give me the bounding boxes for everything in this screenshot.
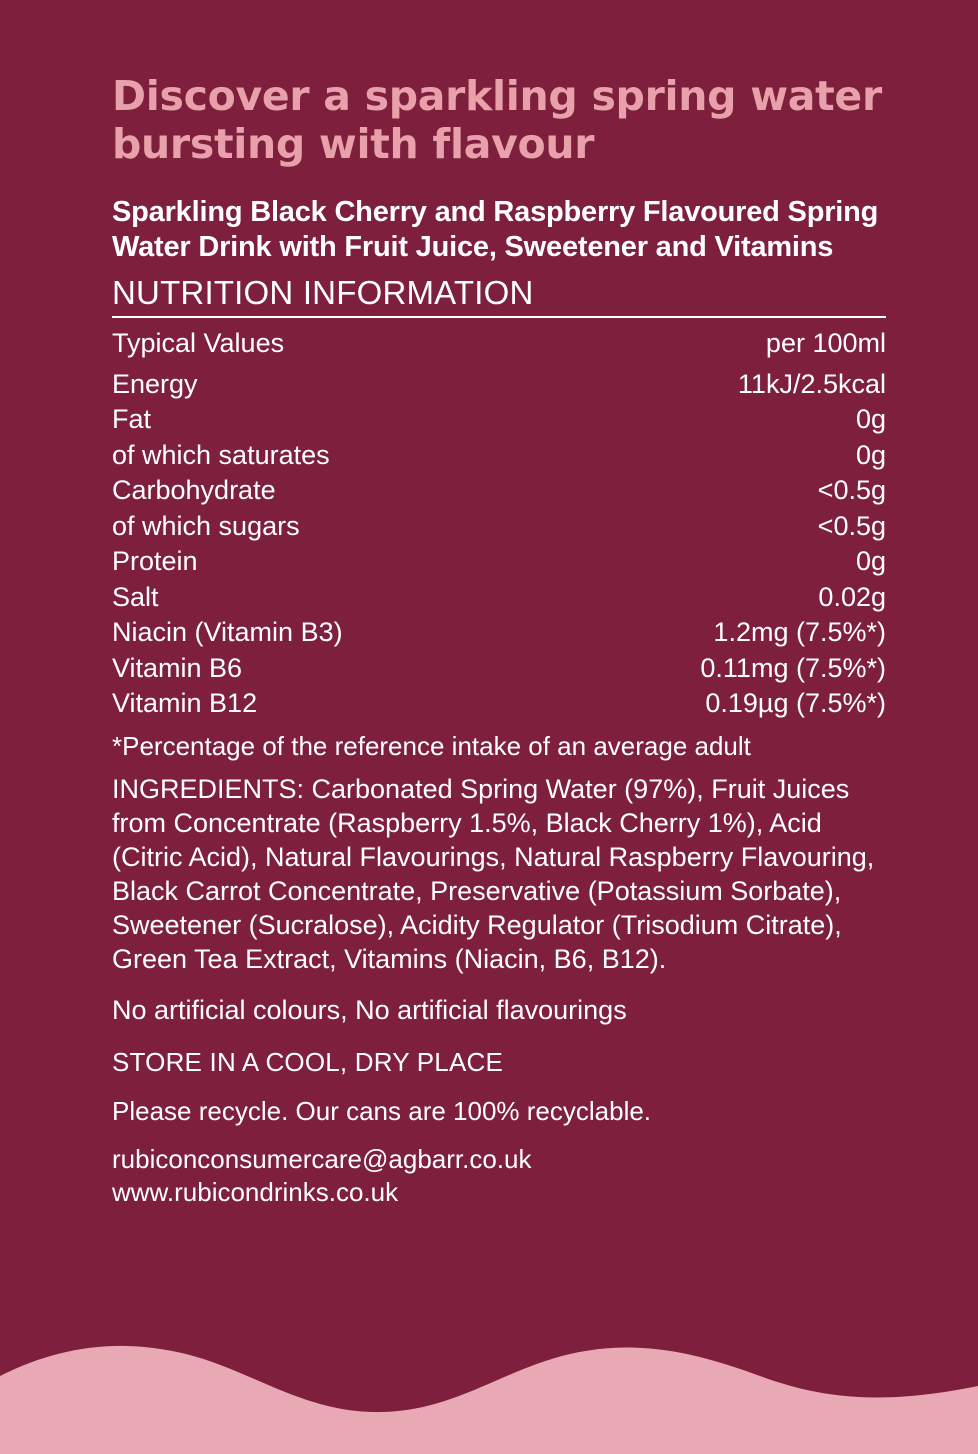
nutrient-label: Salt	[112, 581, 159, 612]
nutrient-label: Carbohydrate	[112, 475, 276, 506]
nutrient-label: Energy	[112, 368, 198, 399]
nutrition-table	[112, 326, 886, 722]
nutrient-value: <0.5g	[817, 475, 886, 506]
contact-details	[112, 1143, 886, 1210]
table-row	[112, 651, 886, 686]
typical-values-label: Typical Values	[112, 327, 285, 358]
nutrition-information-heading: NUTRITION INFORMATION	[112, 273, 534, 311]
divider	[112, 316, 886, 318]
nutrient-label: Vitamin B12	[112, 688, 258, 719]
per-100ml-label: per 100ml	[765, 327, 886, 358]
nutrient-label: Vitamin B6	[112, 652, 243, 683]
nutrient-value: 0.11mg (7.5%*)	[700, 652, 886, 683]
nutrient-label: of which sugars	[112, 510, 300, 541]
table-row	[112, 580, 886, 615]
table-header-row	[112, 326, 886, 367]
nutrient-label: Fat	[112, 404, 152, 435]
recycling-note: Please recycle. Our cans are 100% recyclable.	[112, 1095, 652, 1126]
nutrient-label: Protein	[112, 546, 198, 577]
reference-intake-footnote: *Percentage of the reference intake of an average adult	[112, 730, 751, 761]
nutrient-value: <0.5g	[817, 510, 886, 541]
nutrient-value: 0g	[855, 404, 886, 435]
contact-email-link[interactable]: rubiconconsumercare@agbarr.co.uk	[112, 1144, 532, 1174]
table-row	[112, 402, 886, 437]
nutrient-value: 1.2mg (7.5%*)	[713, 617, 886, 648]
table-row	[112, 438, 886, 473]
nutrient-label: of which saturates	[112, 439, 330, 470]
nutrient-value: 0.19µg (7.5%*)	[705, 688, 886, 719]
page-title: Discover a sparkling spring water bursting with flavour	[112, 72, 882, 169]
table-row	[112, 367, 886, 402]
nutrient-value: 0g	[855, 546, 886, 577]
table-row	[112, 509, 886, 544]
storage-instructions: STORE IN A COOL, DRY PLACE	[112, 1047, 504, 1077]
table-row	[112, 686, 886, 721]
ingredients-list: INGREDIENTS: Carbonated Spring Water (97%), Fruit Juices from Concentrate (Raspberry 1.5%, Black Cherry 1%), Acid (Citric Acid), Natural Flavourings, Natural Raspberry Flavouring, Black Carrot Concentrate, Preservative (Potassium Sorbate), Sweetener (Sucralose), Acidity Regulator (Trisodium Citrate), Green Tea Extract, Vitamins (Niacin, B6, B12).	[112, 774, 875, 975]
nutrient-value: 0g	[855, 439, 886, 470]
product-description: Sparkling Black Cherry and Raspberry Flavoured Spring Water Drink with Fruit Juice, Sweetener and Vitamins	[112, 195, 879, 264]
table-row	[112, 544, 886, 579]
decorative-wave	[0, 1324, 978, 1454]
product-claims: No artificial colours, No artificial flavourings	[112, 995, 627, 1026]
nutrient-value: 0.02g	[818, 581, 886, 612]
nutrient-label: Niacin (Vitamin B3)	[112, 617, 343, 648]
nutrient-value: 11kJ/2.5kcal	[737, 368, 886, 399]
website-link[interactable]: www.rubicondrinks.co.uk	[112, 1177, 399, 1208]
table-row	[112, 473, 886, 508]
table-row	[112, 615, 886, 650]
